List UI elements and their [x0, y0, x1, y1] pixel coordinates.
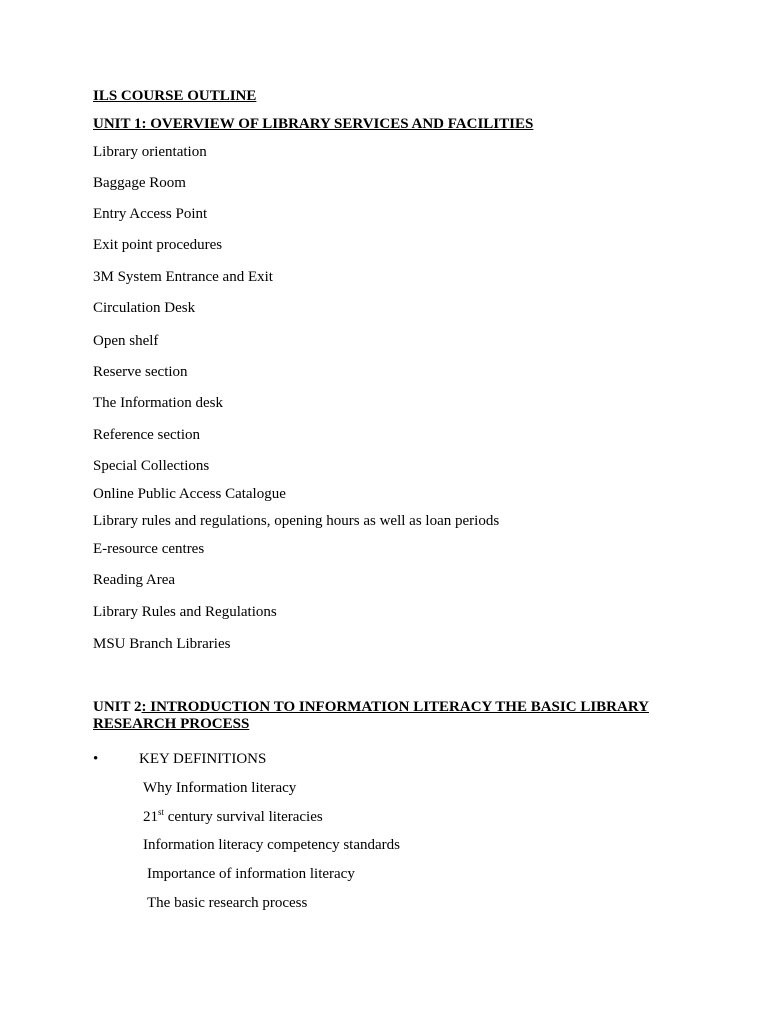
unit1-item: The Information desk [93, 395, 223, 411]
unit1-heading: UNIT 1: OVERVIEW OF LIBRARY SERVICES AND FACILITIES [93, 116, 534, 132]
key-definitions-item [93, 750, 266, 768]
ordinal-superscript: st [158, 807, 165, 817]
bullet-icon: • [93, 751, 99, 767]
unit2-subitem: Information literacy competency standards [143, 837, 400, 853]
key-definitions-label: KEY DEFINITIONS [139, 751, 267, 767]
unit1-item: Library rules and regulations, opening hours as well as loan periods [93, 513, 500, 529]
unit1-item: Library orientation [93, 144, 207, 160]
document-title: ILS COURSE OUTLINE [93, 88, 257, 104]
unit1-item: Baggage Room [93, 175, 186, 191]
unit1-item: MSU Branch Libraries [93, 636, 231, 652]
unit1-item: Reserve section [93, 364, 188, 380]
unit2-subitem: Why Information literacy [143, 780, 297, 796]
unit1-item: E-resource centres [93, 541, 205, 557]
unit2-subitem [143, 808, 323, 826]
unit2-heading [93, 699, 693, 733]
unit2-subitem-number: 21 [143, 809, 158, 825]
unit1-item: Circulation Desk [93, 300, 196, 316]
unit1-item: Online Public Access Catalogue [93, 486, 286, 502]
unit1-item: Reference section [93, 427, 201, 443]
unit1-item: Open shelf [93, 333, 159, 349]
unit1-item: Entry Access Point [93, 206, 208, 222]
unit2-heading-prefix: UNIT 2 [93, 699, 142, 715]
unit1-item: Reading Area [93, 572, 176, 588]
unit2-subitem-text: century survival literacies [164, 809, 323, 825]
unit1-item: Library Rules and Regulations [93, 604, 277, 620]
unit1-item: Exit point procedures [93, 237, 223, 253]
unit2-heading-title: : INTRODUCTION TO INFORMATION LITERACY THE BASIC LIBRARY RESEARCH PROCESS [93, 699, 649, 732]
unit1-item: 3M System Entrance and Exit [93, 269, 273, 285]
unit2-subitem: The basic research process [147, 895, 308, 911]
unit2-subitem: Importance of information literacy [147, 866, 355, 882]
unit1-item: Special Collections [93, 458, 210, 474]
